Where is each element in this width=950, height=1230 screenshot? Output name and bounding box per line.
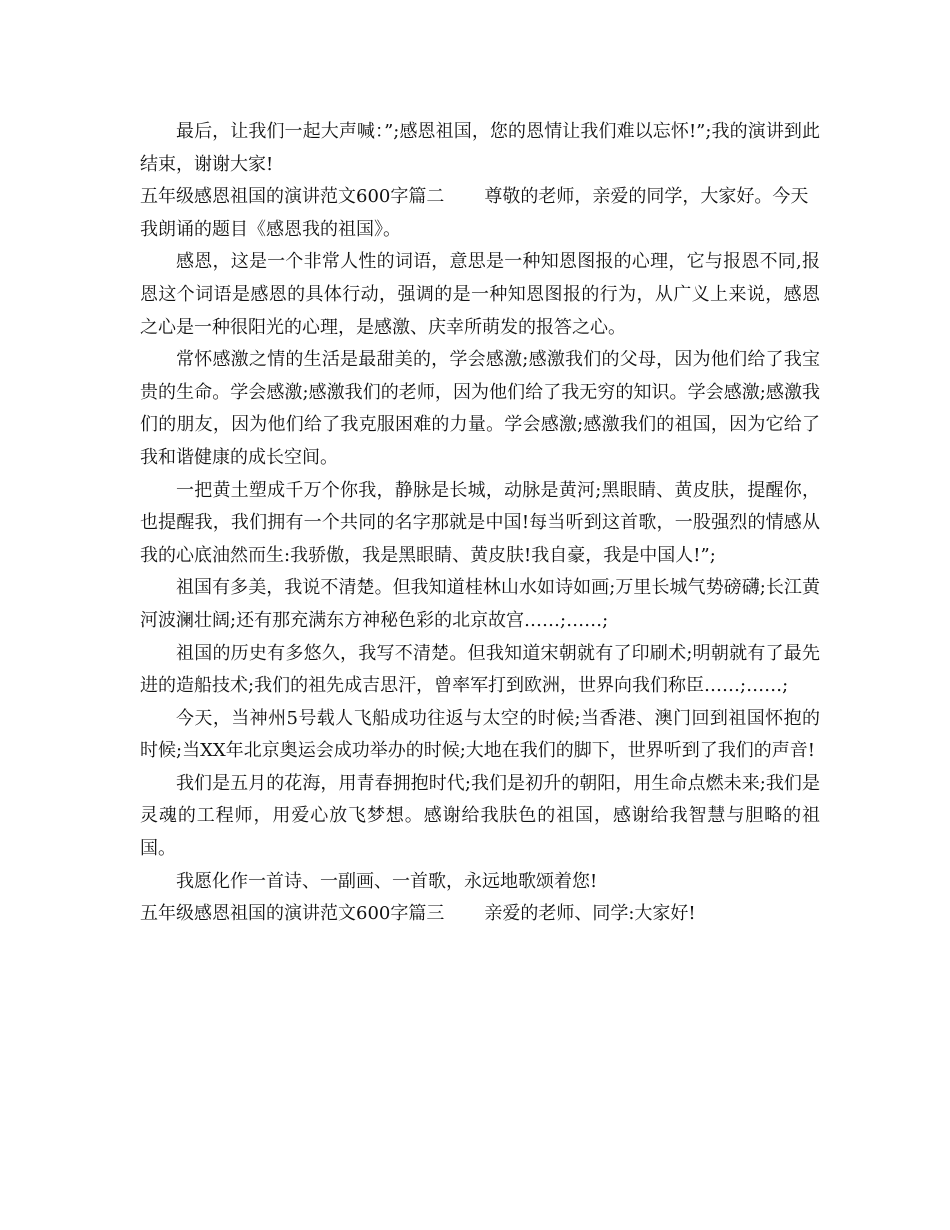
document-body — [140, 116, 820, 931]
paragraph: 祖国有多美，我说不清楚。但我知道桂林山水如诗如画;万里长城气势磅礴;长江黄河波澜壮阔;还有那充满东方神秘色彩的北京故宫……;……; — [140, 577, 820, 631]
section-two-title: 五年级感恩祖国的演讲范文600字篇二 — [140, 186, 445, 208]
section-two-line — [140, 181, 820, 246]
paragraph: 今天，当神州5号载人飞船成功往返与太空的时候;当香港、澳门回到祖国怀抱的时候;当XX年北京奥运会成功举办的时候;大地在我们的脚下，世界听到了我们的声音! — [140, 707, 820, 762]
paragraph: 我们是五月的花海，用青春拥抱时代;我们是初升的朝阳，用生命点燃未来;我们是灵魂的工程师，用爱心放飞梦想。感谢给我肤色的祖国，感谢给我智慧与胆略的祖国。 — [140, 772, 820, 860]
closing-paragraph: 最后，让我们一起大声喊：”;感恩祖国，您的恩情让我们难以忘怀!”;我的演讲到此结束，谢谢大家! — [140, 121, 820, 175]
paragraph: 感恩，这是一个非常人性的词语，意思是一种知恩图报的心理，它与报恩不同,报恩这个词语是感恩的具体行动，强调的是一种知恩图报的行为，从广义上来说，感恩之心是一种很阳光的心理，是感激、庆幸所萌发的报答之心。 — [140, 251, 820, 338]
section-three-line — [140, 898, 820, 931]
section-three-title: 五年级感恩祖国的演讲范文600字篇三 — [140, 903, 445, 925]
paragraph: 我愿化作一首诗、一副画、一首歌，永远地歌颂着您! — [176, 870, 598, 892]
paragraph: 常怀感激之情的生活是最甜美的，学会感激;感激我们的父母，因为他们给了我宝贵的生命。学会感激;感激我们的老师，因为他们给了我无穷的知识。学会感激;感激我们的朋友，因为他们给了我克服困难的力量。学会感激;感激我们的祖国，因为它给了我和谐健康的成长空间。 — [140, 349, 820, 468]
section-two-lead: 尊敬的老师，亲爱的同学，大家好。今天我朗诵的题目《感恩我的祖国》。 — [140, 186, 809, 240]
paragraph: 祖国的历史有多悠久，我写不清楚。但我知道宋朝就有了印刷术;明朝就有了最先进的造船技术;我们的祖先成吉思汗，曾率军打到欧洲，世界向我们称臣……;……; — [140, 642, 820, 697]
paragraph: 一把黄土塑成千万个你我，静脉是长城，动脉是黄河;黑眼睛、黄皮肤，提醒你，也提醒我，我们拥有一个共同的名字那就是中国!每当听到这首歌，一股强烈的情感从我的心底油然而生:我骄傲，我是黑眼睛、黄皮肤!我自豪，我是中国人!”; — [140, 479, 820, 566]
section-three-lead: 亲爱的老师、同学:大家好! — [484, 903, 696, 925]
